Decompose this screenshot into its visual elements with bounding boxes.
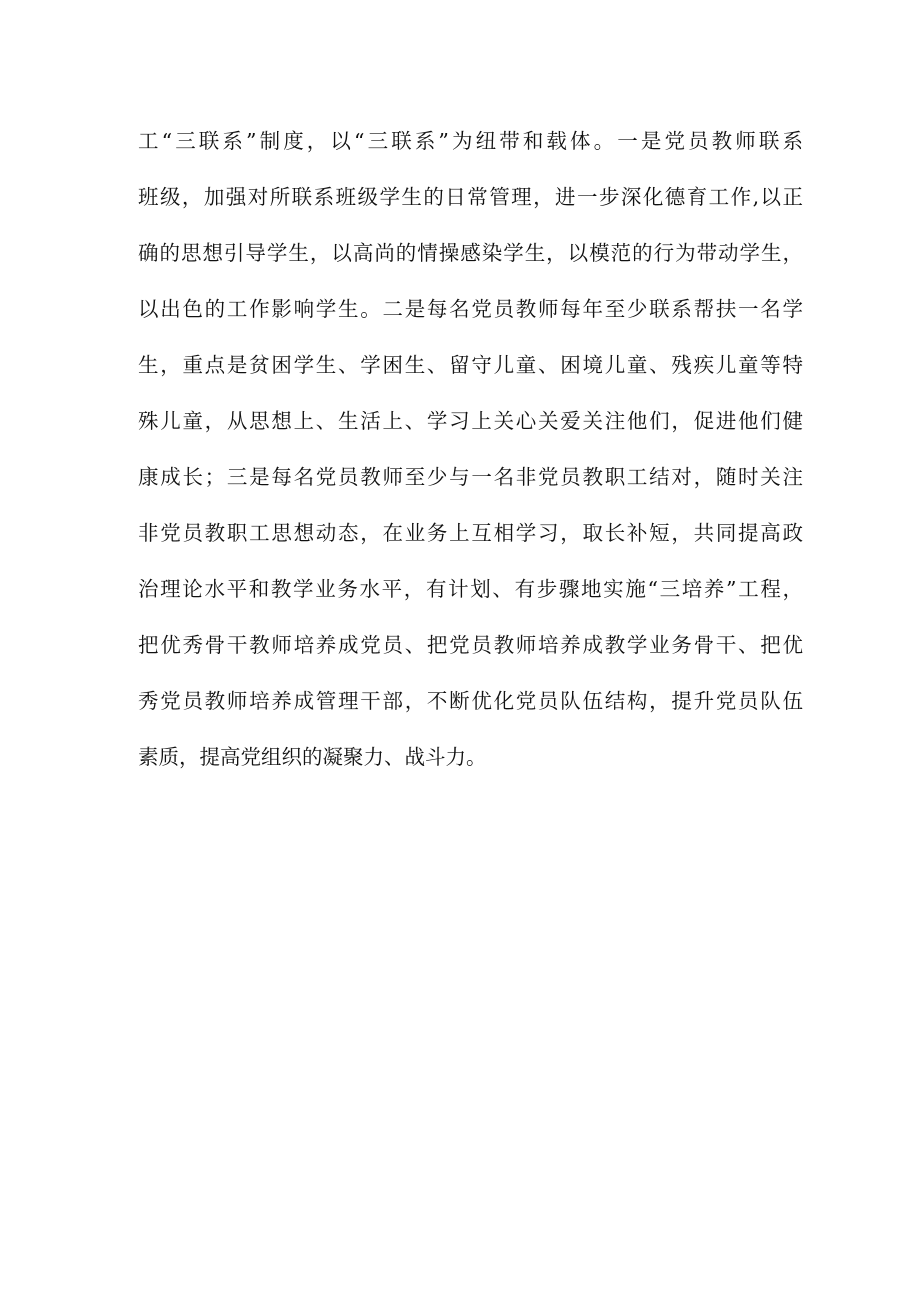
paragraph-line: 确的思想引导学生，以高尚的情操感染学生，以模范的行为带动学生， [138,241,803,265]
paragraph-line: 把优秀骨干教师培养成党员、把党员教师培养成教学业务骨干、把优 [138,633,803,657]
paragraph-line: 班级，加强对所联系班级学生的日常管理，进一步深化德育工作,以正 [138,185,803,209]
paragraph-line: 殊儿童，从思想上、生活上、学习上关心关爱关注他们，促进他们健 [138,409,803,433]
paragraph-line: 秀党员教师培养成管理干部，不断优化党员队伍结构，提升党员队伍 [138,689,803,713]
body-paragraph [138,119,803,791]
paragraph-line: 非党员教职工思想动态，在业务上互相学习，取长补短，共同提高政 [138,521,803,545]
paragraph-line: 工“三联系”制度，以“三联系”为纽带和载体。一是党员教师联系 [138,129,803,153]
paragraph-line: 康成长；三是每名党员教师至少与一名非党员教职工结对，随时关注 [138,465,803,489]
paragraph-line: 素质，提高党组织的凝聚力、战斗力。 [138,745,487,769]
paragraph-line: 生，重点是贫困学生、学困生、留守儿童、困境儿童、残疾儿童等特 [138,353,803,377]
paragraph-line: 以出色的工作影响学生。二是每名党员教师每年至少联系帮扶一名学 [138,297,803,321]
paragraph-line: 治理论水平和教学业务水平，有计划、有步骤地实施“三培养”工程， [138,577,803,601]
